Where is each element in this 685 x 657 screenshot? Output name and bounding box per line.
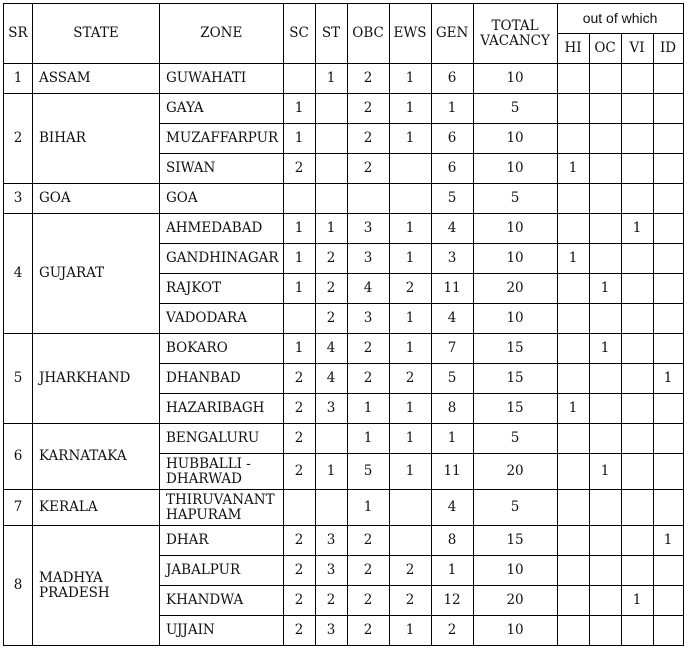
zone-cell: RAJKOT [160,274,284,304]
total-cell: 5 [473,94,557,124]
id-cell [653,556,683,586]
hi-cell [557,556,589,586]
obc-cell [347,184,389,214]
gen-cell: 1 [431,556,473,586]
zone-cell: GUWAHATI [160,64,284,94]
table-row [4,94,684,124]
zone-cell: MUZAFFARPUR [160,124,284,154]
vi-cell: 1 [621,214,653,244]
vi-cell [621,454,653,490]
zone-cell: UJJAIN [160,616,284,646]
sr-cell: 1 [4,64,33,94]
oc-cell [589,154,621,184]
obc-cell: 2 [347,154,389,184]
total-cell: 5 [473,184,557,214]
ews-cell: 1 [389,454,431,490]
ews-cell: 2 [389,364,431,394]
ews-cell: 1 [389,244,431,274]
ews-cell: 1 [389,124,431,154]
total-cell: 10 [473,616,557,646]
ews-cell: 1 [389,616,431,646]
obc-cell: 2 [347,94,389,124]
table-row [4,334,684,364]
total-cell: 20 [473,274,557,304]
gen-cell: 4 [431,490,473,526]
obc-cell: 2 [347,334,389,364]
oc-cell: 1 [589,334,621,364]
hi-cell: 1 [557,154,589,184]
hi-cell [557,334,589,364]
obc-cell: 2 [347,556,389,586]
obc-cell: 3 [347,214,389,244]
ews-cell [389,490,431,526]
vi-cell [621,244,653,274]
sc-cell: 1 [283,214,315,244]
vi-cell [621,64,653,94]
table-row [4,424,684,454]
oc-cell [589,244,621,274]
id-cell [653,94,683,124]
header-zone: ZONE [160,4,284,64]
oc-cell [589,304,621,334]
gen-cell: 1 [431,424,473,454]
ews-cell: 2 [389,556,431,586]
ews-cell [389,154,431,184]
obc-cell: 3 [347,244,389,274]
id-cell [653,124,683,154]
hi-cell: 1 [557,394,589,424]
zone-cell: JABALPUR [160,556,284,586]
sc-cell [283,304,315,334]
sr-cell: 5 [4,334,33,424]
ews-cell: 1 [389,214,431,244]
hi-cell [557,454,589,490]
oc-cell [589,64,621,94]
zone-cell: HUBBALLI - DHARWAD [160,454,284,490]
vi-cell [621,184,653,214]
hi-cell [557,124,589,154]
hi-cell [557,616,589,646]
id-cell [653,184,683,214]
header-ews: EWS [389,4,431,64]
total-cell: 10 [473,64,557,94]
st-cell [315,424,347,454]
sr-cell: 8 [4,526,33,646]
st-cell: 3 [315,394,347,424]
sc-cell: 1 [283,274,315,304]
sc-cell: 2 [283,616,315,646]
vi-cell [621,124,653,154]
total-cell: 5 [473,490,557,526]
ews-cell: 1 [389,304,431,334]
total-cell: 10 [473,556,557,586]
gen-cell: 6 [431,124,473,154]
zone-cell: GOA [160,184,284,214]
id-cell [653,394,683,424]
zone-cell: HAZARIBAGH [160,394,284,424]
oc-cell [589,124,621,154]
sc-cell: 2 [283,526,315,556]
oc-cell: 1 [589,454,621,490]
hi-cell [557,586,589,616]
sc-cell: 2 [283,586,315,616]
sc-cell: 2 [283,394,315,424]
sc-cell: 1 [283,124,315,154]
header-hi: HI [557,34,589,64]
st-cell [315,490,347,526]
id-cell [653,154,683,184]
vi-cell [621,94,653,124]
zone-cell: THIRUVANANT HAPURAM [160,490,284,526]
zone-cell: DHAR [160,526,284,556]
vacancy-table [3,3,684,646]
id-cell [653,490,683,526]
st-cell: 2 [315,304,347,334]
st-cell: 3 [315,616,347,646]
gen-cell: 3 [431,244,473,274]
gen-cell: 11 [431,454,473,490]
state-cell: GUJARAT [33,214,160,334]
ews-cell: 1 [389,334,431,364]
st-cell: 2 [315,274,347,304]
oc-cell [589,394,621,424]
total-cell: 15 [473,526,557,556]
id-cell [653,616,683,646]
id-cell [653,214,683,244]
total-cell: 10 [473,244,557,274]
state-cell: JHARKHAND [33,334,160,424]
vi-cell [621,556,653,586]
ews-cell [389,526,431,556]
sc-cell [283,64,315,94]
obc-cell: 4 [347,274,389,304]
ews-cell: 1 [389,64,431,94]
table-row [4,526,684,556]
state-cell: KERALA [33,490,160,526]
header-sr: SR [4,4,33,64]
oc-cell [589,586,621,616]
sr-cell: 4 [4,214,33,334]
header-total-vacancy [473,4,557,64]
header-oc: OC [589,34,621,64]
sr-cell: 3 [4,184,33,214]
sc-cell: 1 [283,334,315,364]
vi-cell [621,154,653,184]
oc-cell [589,184,621,214]
sc-cell [283,184,315,214]
state-cell: ASSAM [33,64,160,94]
state-cell: GOA [33,184,160,214]
oc-cell [589,616,621,646]
vi-cell [621,526,653,556]
zone-cell: AHMEDABAD [160,214,284,244]
state-cell: KARNATAKA [33,424,160,490]
ews-cell: 1 [389,394,431,424]
state-cell: MADHYA PRADESH [33,526,160,646]
sc-cell: 2 [283,454,315,490]
total-cell: 20 [473,454,557,490]
vi-cell [621,304,653,334]
total-cell: 15 [473,334,557,364]
gen-cell: 11 [431,274,473,304]
header-sc: SC [283,4,315,64]
gen-cell: 1 [431,94,473,124]
header-obc: OBC [347,4,389,64]
st-cell: 1 [315,454,347,490]
oc-cell: 1 [589,274,621,304]
id-cell: 1 [653,526,683,556]
gen-cell: 12 [431,586,473,616]
sc-cell: 1 [283,94,315,124]
st-cell: 1 [315,214,347,244]
gen-cell: 4 [431,304,473,334]
oc-cell [589,364,621,394]
hi-cell [557,526,589,556]
vi-cell [621,394,653,424]
gen-cell: 5 [431,364,473,394]
gen-cell: 5 [431,184,473,214]
id-cell [653,454,683,490]
st-cell [315,94,347,124]
hi-cell: 1 [557,244,589,274]
ews-cell: 2 [389,274,431,304]
gen-cell: 6 [431,64,473,94]
table-row [4,490,684,526]
header-total-line2: VACANCY [480,32,550,49]
oc-cell [589,556,621,586]
vi-cell [621,616,653,646]
st-cell: 3 [315,526,347,556]
id-cell [653,274,683,304]
obc-cell: 2 [347,526,389,556]
st-cell: 1 [315,64,347,94]
zone-cell: GAYA [160,94,284,124]
vi-cell [621,364,653,394]
table-body [4,64,684,646]
oc-cell [589,424,621,454]
table-row [4,214,684,244]
oc-cell [589,214,621,244]
id-cell [653,244,683,274]
gen-cell: 8 [431,526,473,556]
gen-cell: 4 [431,214,473,244]
gen-cell: 7 [431,334,473,364]
sr-cell: 2 [4,94,33,184]
header-id: ID [653,34,683,64]
hi-cell [557,184,589,214]
obc-cell: 2 [347,64,389,94]
hi-cell [557,490,589,526]
st-cell: 3 [315,556,347,586]
header-out-of-which: out of which [557,4,683,34]
header-gen: GEN [431,4,473,64]
st-cell [315,184,347,214]
st-cell: 4 [315,364,347,394]
sc-cell [283,490,315,526]
total-cell: 5 [473,424,557,454]
obc-cell: 5 [347,454,389,490]
zone-cell: VADODARA [160,304,284,334]
total-cell: 20 [473,586,557,616]
sc-cell: 2 [283,154,315,184]
zone-cell: SIWAN [160,154,284,184]
sr-cell: 6 [4,424,33,490]
zone-cell: KHANDWA [160,586,284,616]
zone-cell: BOKARO [160,334,284,364]
obc-cell: 3 [347,304,389,334]
total-cell: 10 [473,214,557,244]
header-state: STATE [33,4,160,64]
table-row [4,64,684,94]
gen-cell: 2 [431,616,473,646]
zone-cell: DHANBAD [160,364,284,394]
header-st: ST [315,4,347,64]
hi-cell [557,214,589,244]
oc-cell [589,526,621,556]
gen-cell: 6 [431,154,473,184]
ews-cell [389,184,431,214]
st-cell: 4 [315,334,347,364]
zone-cell: BENGALURU [160,424,284,454]
vi-cell [621,334,653,364]
st-cell [315,154,347,184]
id-cell [653,304,683,334]
total-cell: 15 [473,364,557,394]
sc-cell: 2 [283,364,315,394]
hi-cell [557,274,589,304]
id-cell [653,64,683,94]
obc-cell: 2 [347,616,389,646]
obc-cell: 1 [347,394,389,424]
ews-cell: 2 [389,586,431,616]
total-cell: 10 [473,124,557,154]
hi-cell [557,94,589,124]
ews-cell: 1 [389,94,431,124]
obc-cell: 2 [347,364,389,394]
obc-cell: 1 [347,424,389,454]
st-cell: 2 [315,244,347,274]
total-cell: 10 [473,154,557,184]
hi-cell [557,424,589,454]
ews-cell: 1 [389,424,431,454]
vi-cell [621,424,653,454]
header-total-line1: TOTAL [491,17,539,34]
total-cell: 15 [473,394,557,424]
st-cell [315,124,347,154]
sc-cell: 2 [283,424,315,454]
state-cell: BIHAR [33,94,160,184]
hi-cell [557,304,589,334]
total-cell: 10 [473,304,557,334]
sc-cell: 2 [283,556,315,586]
oc-cell [589,490,621,526]
id-cell [653,424,683,454]
obc-cell: 1 [347,490,389,526]
id-cell [653,334,683,364]
hi-cell [557,64,589,94]
gen-cell: 8 [431,394,473,424]
table-header [4,4,684,64]
vi-cell: 1 [621,586,653,616]
header-vi: VI [621,34,653,64]
table-row [4,184,684,214]
sr-cell: 7 [4,490,33,526]
zone-cell: GANDHINAGAR [160,244,284,274]
st-cell: 2 [315,586,347,616]
vi-cell [621,490,653,526]
sc-cell: 1 [283,244,315,274]
oc-cell [589,94,621,124]
obc-cell: 2 [347,586,389,616]
vi-cell [621,274,653,304]
id-cell: 1 [653,364,683,394]
obc-cell: 2 [347,124,389,154]
hi-cell [557,364,589,394]
id-cell [653,586,683,616]
